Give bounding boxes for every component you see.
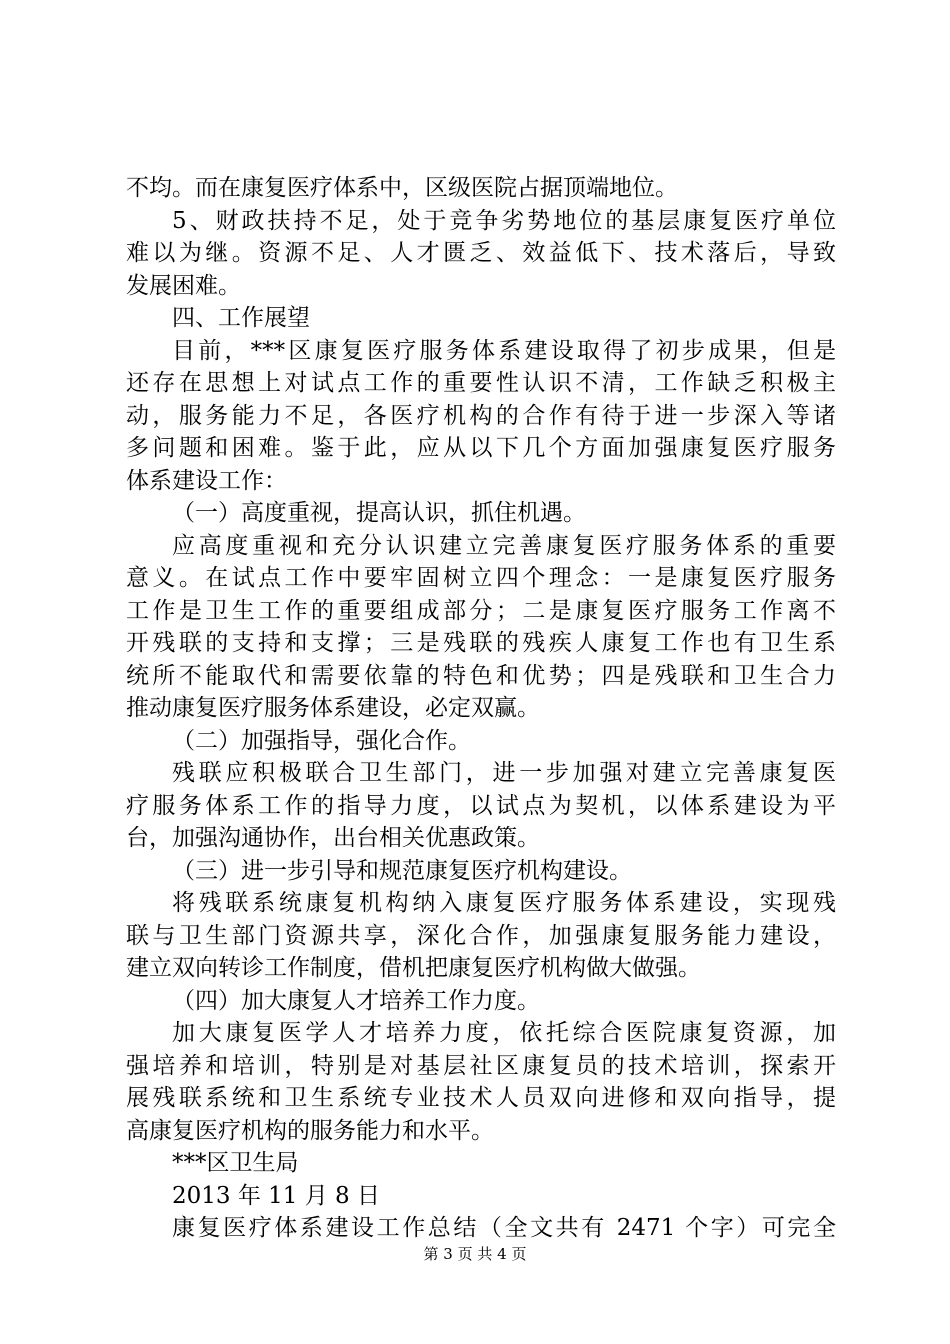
text-line: 台，加强沟通协作，出台相关优惠政策。 bbox=[126, 825, 540, 851]
text-line: 工作是卫生工作的重要组成部分；二是康复医疗服务工作离不 bbox=[126, 597, 836, 624]
text-line: （四）加大康复人才培养工作力度。 bbox=[172, 987, 540, 1014]
text-line: 康复医疗体系建设工作总结（全文共有 2471 个字）可完全 bbox=[172, 1215, 836, 1241]
text-line: 联与卫生部门资源共享，深化合作，加强康复服务能力建设， bbox=[126, 922, 836, 949]
text-line: （二）加强指导，强化合作。 bbox=[172, 727, 471, 754]
text-line: 将残联系统康复机构纳入康复医疗服务体系建设，实现残 bbox=[172, 890, 836, 916]
text-line: 动，服务能力不足，各医疗机构的合作有待于进一步深入等诸 bbox=[126, 402, 836, 429]
text-line: 开残联的支持和支撑；三是残联的残疾人康复工作也有卫生系 bbox=[126, 630, 836, 656]
text-line: （三）进一步引导和规范康复医疗机构建设。 bbox=[172, 857, 632, 884]
text-line: （一）高度重视，提高认识，抓住机遇。 bbox=[172, 500, 586, 526]
text-line: 目前，***区康复医疗服务体系建设取得了初步成果，但是 bbox=[172, 337, 836, 364]
text-line: 应高度重视和充分认识建立完善康复医疗服务体系的重要 bbox=[172, 532, 836, 559]
text-line: 多问题和困难。鉴于此，应从以下几个方面加强康复医疗服务 bbox=[126, 435, 836, 461]
text-line: 体系建设工作： bbox=[126, 467, 287, 494]
text-line: 建立双向转诊工作制度，借机把康复医疗机构做大做强。 bbox=[126, 955, 701, 981]
text-line: 推动康复医疗服务体系建设，必定双赢。 bbox=[126, 695, 540, 721]
text-line: 加大康复医学人才培养力度，依托综合医院康复资源，加 bbox=[172, 1020, 836, 1046]
page-footer: 第 3 页 共 4 页 bbox=[423, 1245, 527, 1263]
text-line: 难以为继。资源不足、人才匮乏、效益低下、技术落后，导致 bbox=[126, 240, 836, 266]
text-line: 残联应积极联合卫生部门，进一步加强对建立完善康复医 bbox=[172, 760, 836, 786]
text-line: 2013 年 11 月 8 日 bbox=[172, 1182, 380, 1209]
text-line: 展残联系统和卫生系统专业技术人员双向进修和双向指导，提 bbox=[126, 1085, 836, 1111]
text-line: 高康复医疗机构的服务能力和水平。 bbox=[126, 1117, 494, 1144]
text-line: 强培养和培训，特别是对基层社区康复员的技术培训，探索开 bbox=[126, 1052, 836, 1079]
text-line: 意义。在试点工作中要牢固树立四个理念：一是康复医疗服务 bbox=[126, 565, 836, 591]
text-line: 不均。而在康复医疗体系中，区级医院占据顶端地位。 bbox=[126, 175, 678, 201]
text-line: 5、财政扶持不足，处于竞争劣势地位的基层康复医疗单位 bbox=[172, 207, 836, 234]
text-line: 统所不能取代和需要依靠的特色和优势；四是残联和卫生合力 bbox=[126, 662, 836, 689]
text-line: 发展困难。 bbox=[126, 272, 241, 299]
text-line: ***区卫生局 bbox=[172, 1150, 299, 1176]
document-body bbox=[126, 172, 836, 1245]
text-line: 疗服务体系工作的指导力度，以试点为契机，以体系建设为平 bbox=[126, 792, 836, 819]
text-line: 四、工作展望 bbox=[172, 305, 310, 331]
text-line: 还存在思想上对试点工作的重要性认识不清，工作缺乏积极主 bbox=[126, 370, 836, 396]
